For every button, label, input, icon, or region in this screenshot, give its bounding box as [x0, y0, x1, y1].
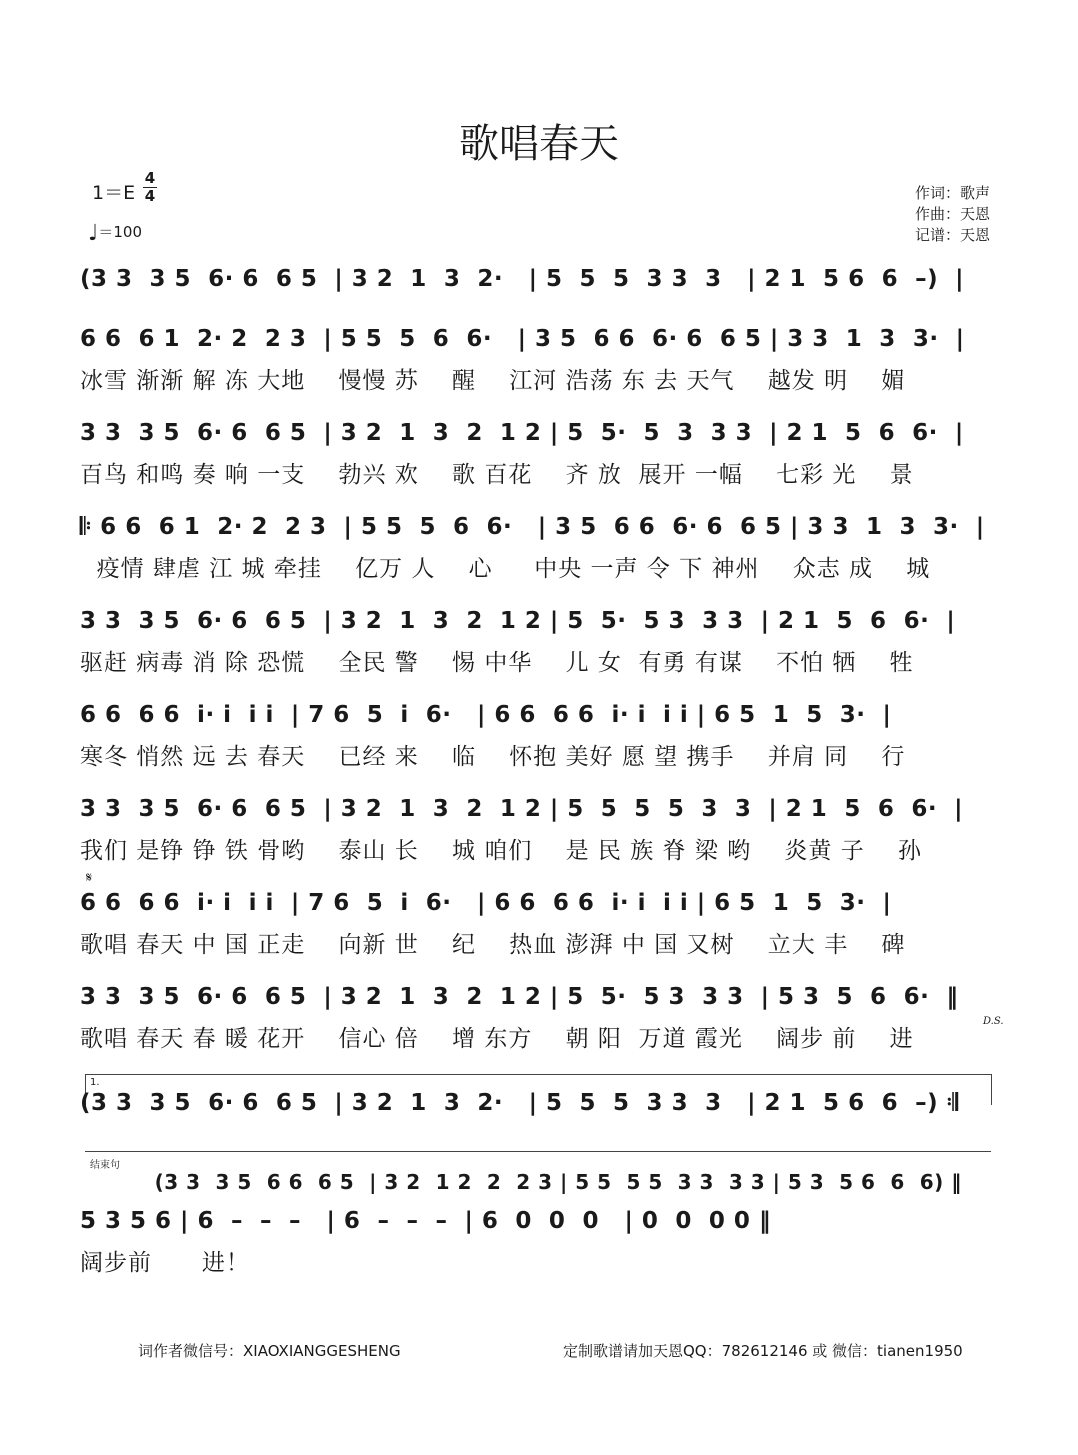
notation-line: 3 3 3 5 6· 6 6 5 | 3 2 1 3 2 1 2 | 5 5· 5 3 3 3 | 2 1 5 6 6· | [80, 608, 956, 634]
notation-line: 6 6 6 1 2· 2 2 3 | 5 5 5 6 6· | 3 5 6 6 6· 6 6 5 | 3 3 1 3 3· | [80, 326, 965, 352]
notation-line: (3 3 3 5 6· 6 6 5 | 3 2 1 3 2· | 5 5 5 3 3 3 | 2 1 5 6 6 –) 𝄇 [80, 1090, 959, 1116]
ending-bracket [85, 1151, 991, 1171]
notation-line: 5 3 5 6 | 6 – – – | 6 – – – | 6 0 0 0 | 0 0 0 0 ‖ [80, 1208, 771, 1234]
quarter-note-icon: ♩ [88, 221, 99, 246]
tempo-marking [88, 221, 142, 246]
credits [915, 183, 990, 246]
footer-left: 词作者微信号：XIAOXIANGGESHENG [138, 1342, 401, 1360]
lyrics-line: 百鸟 和鸣 奏 响 一支 勃兴 欢 歌 百花 齐 放 展开 一幅 七彩 光 景 [80, 462, 914, 488]
notation-line: 3 3 3 5 6· 6 6 5 | 3 2 1 3 2 1 2 | 5 5· 5 3 3 3 | 5 3 5 6 6· ‖ [80, 984, 959, 1010]
segno-icon: 𝄋 [86, 870, 93, 886]
lyrics-line: 我们 是铮 铮 铁 骨哟 泰山 长 城 咱们 是 民 族 脊 梁 哟 炎黄 子 孙 [80, 838, 922, 864]
time-signature-bottom: 4 [144, 187, 156, 205]
volta-label: 1. [90, 1077, 100, 1088]
notation-line: (3 3 3 5 6· 6 6 5 | 3 2 1 3 2· | 5 5 5 3 3 3 | 2 1 5 6 6 –) | [80, 266, 965, 292]
notation-line: 6 6 6 6 i· i i i | 7 6 5 i 6· | 6 6 6 6 i· i i i | 6 5 1 5 3· | [80, 702, 892, 728]
lyrics-line: 冰雪 渐渐 解 冻 大地 慢慢 苏 醒 江河 浩荡 东 去 天气 越发 明 媚 [80, 368, 906, 394]
notation-line: 𝄆 6 6 6 1 2· 2 2 3 | 5 5 5 6 6· | 3 5 6 6 6· 6 6 5 | 3 3 1 3 3· | [80, 514, 985, 540]
notation-line: 3 3 3 5 6· 6 6 5 | 3 2 1 3 2 1 2 | 5 5· 5 3 3 3 | 2 1 5 6 6· | [80, 420, 964, 446]
lyrics-line: 疫情 肆虐 江 城 牵挂 亿万 人 心 中央 一声 令 下 神州 众志 成 城 [80, 556, 931, 582]
lyrics-line: 阔步前 进！ [80, 1250, 250, 1276]
time-signature-top: 4 [144, 169, 156, 187]
page-title: 歌唱春天 [459, 121, 619, 167]
footer-right: 定制歌谱请加天恩QQ：782612146 或 微信：tianen1950 [563, 1342, 963, 1360]
notation-line: 6 6 6 6 i· i i i | 7 6 5 i 6· | 6 6 6 6 i· i i i | 6 5 1 5 3· | [80, 890, 892, 916]
notation-line: (3 3 3 5 6 6 6 5 | 3 2 1 2 2 2 3 | 5 5 5 5 3 3 3 3 | 5 3 5 6 6 6) ‖ [80, 1170, 962, 1194]
composer-credit: 作曲：天恩 [914, 205, 990, 223]
lyrics-line: 歌唱 春天 中 国 正走 向新 世 纪 热血 澎湃 中 国 又树 立大 丰 碑 [80, 932, 906, 958]
lyrics-line: 驱赶 病毒 消 除 恐慌 全民 警 惕 中华 儿 女 有勇 有谋 不怕 牺 牲 [80, 650, 914, 676]
tempo-value: ＝100 [98, 223, 143, 241]
notation-line: 3 3 3 5 6· 6 6 5 | 3 2 1 3 2 1 2 | 5 5 5 5 3 3 | 2 1 5 6 6· | [80, 796, 964, 822]
ending-label: 结束句 [90, 1160, 120, 1171]
lyricist-credit: 作词：歌声 [914, 184, 990, 202]
lyrics-line: 歌唱 春天 春 暖 花开 信心 倍 增 东方 朝 阳 万道 霞光 阔步 前 进 [80, 1026, 914, 1052]
key-signature: 1＝E [92, 182, 136, 204]
transcriber-credit: 记谱：天恩 [914, 226, 990, 244]
ds-marking: D.S. [983, 1016, 1004, 1027]
time-signature [143, 170, 157, 205]
lyrics-line: 寒冬 悄然 远 去 春天 已经 来 临 怀抱 美好 愿 望 携手 并肩 同 行 [80, 744, 906, 770]
